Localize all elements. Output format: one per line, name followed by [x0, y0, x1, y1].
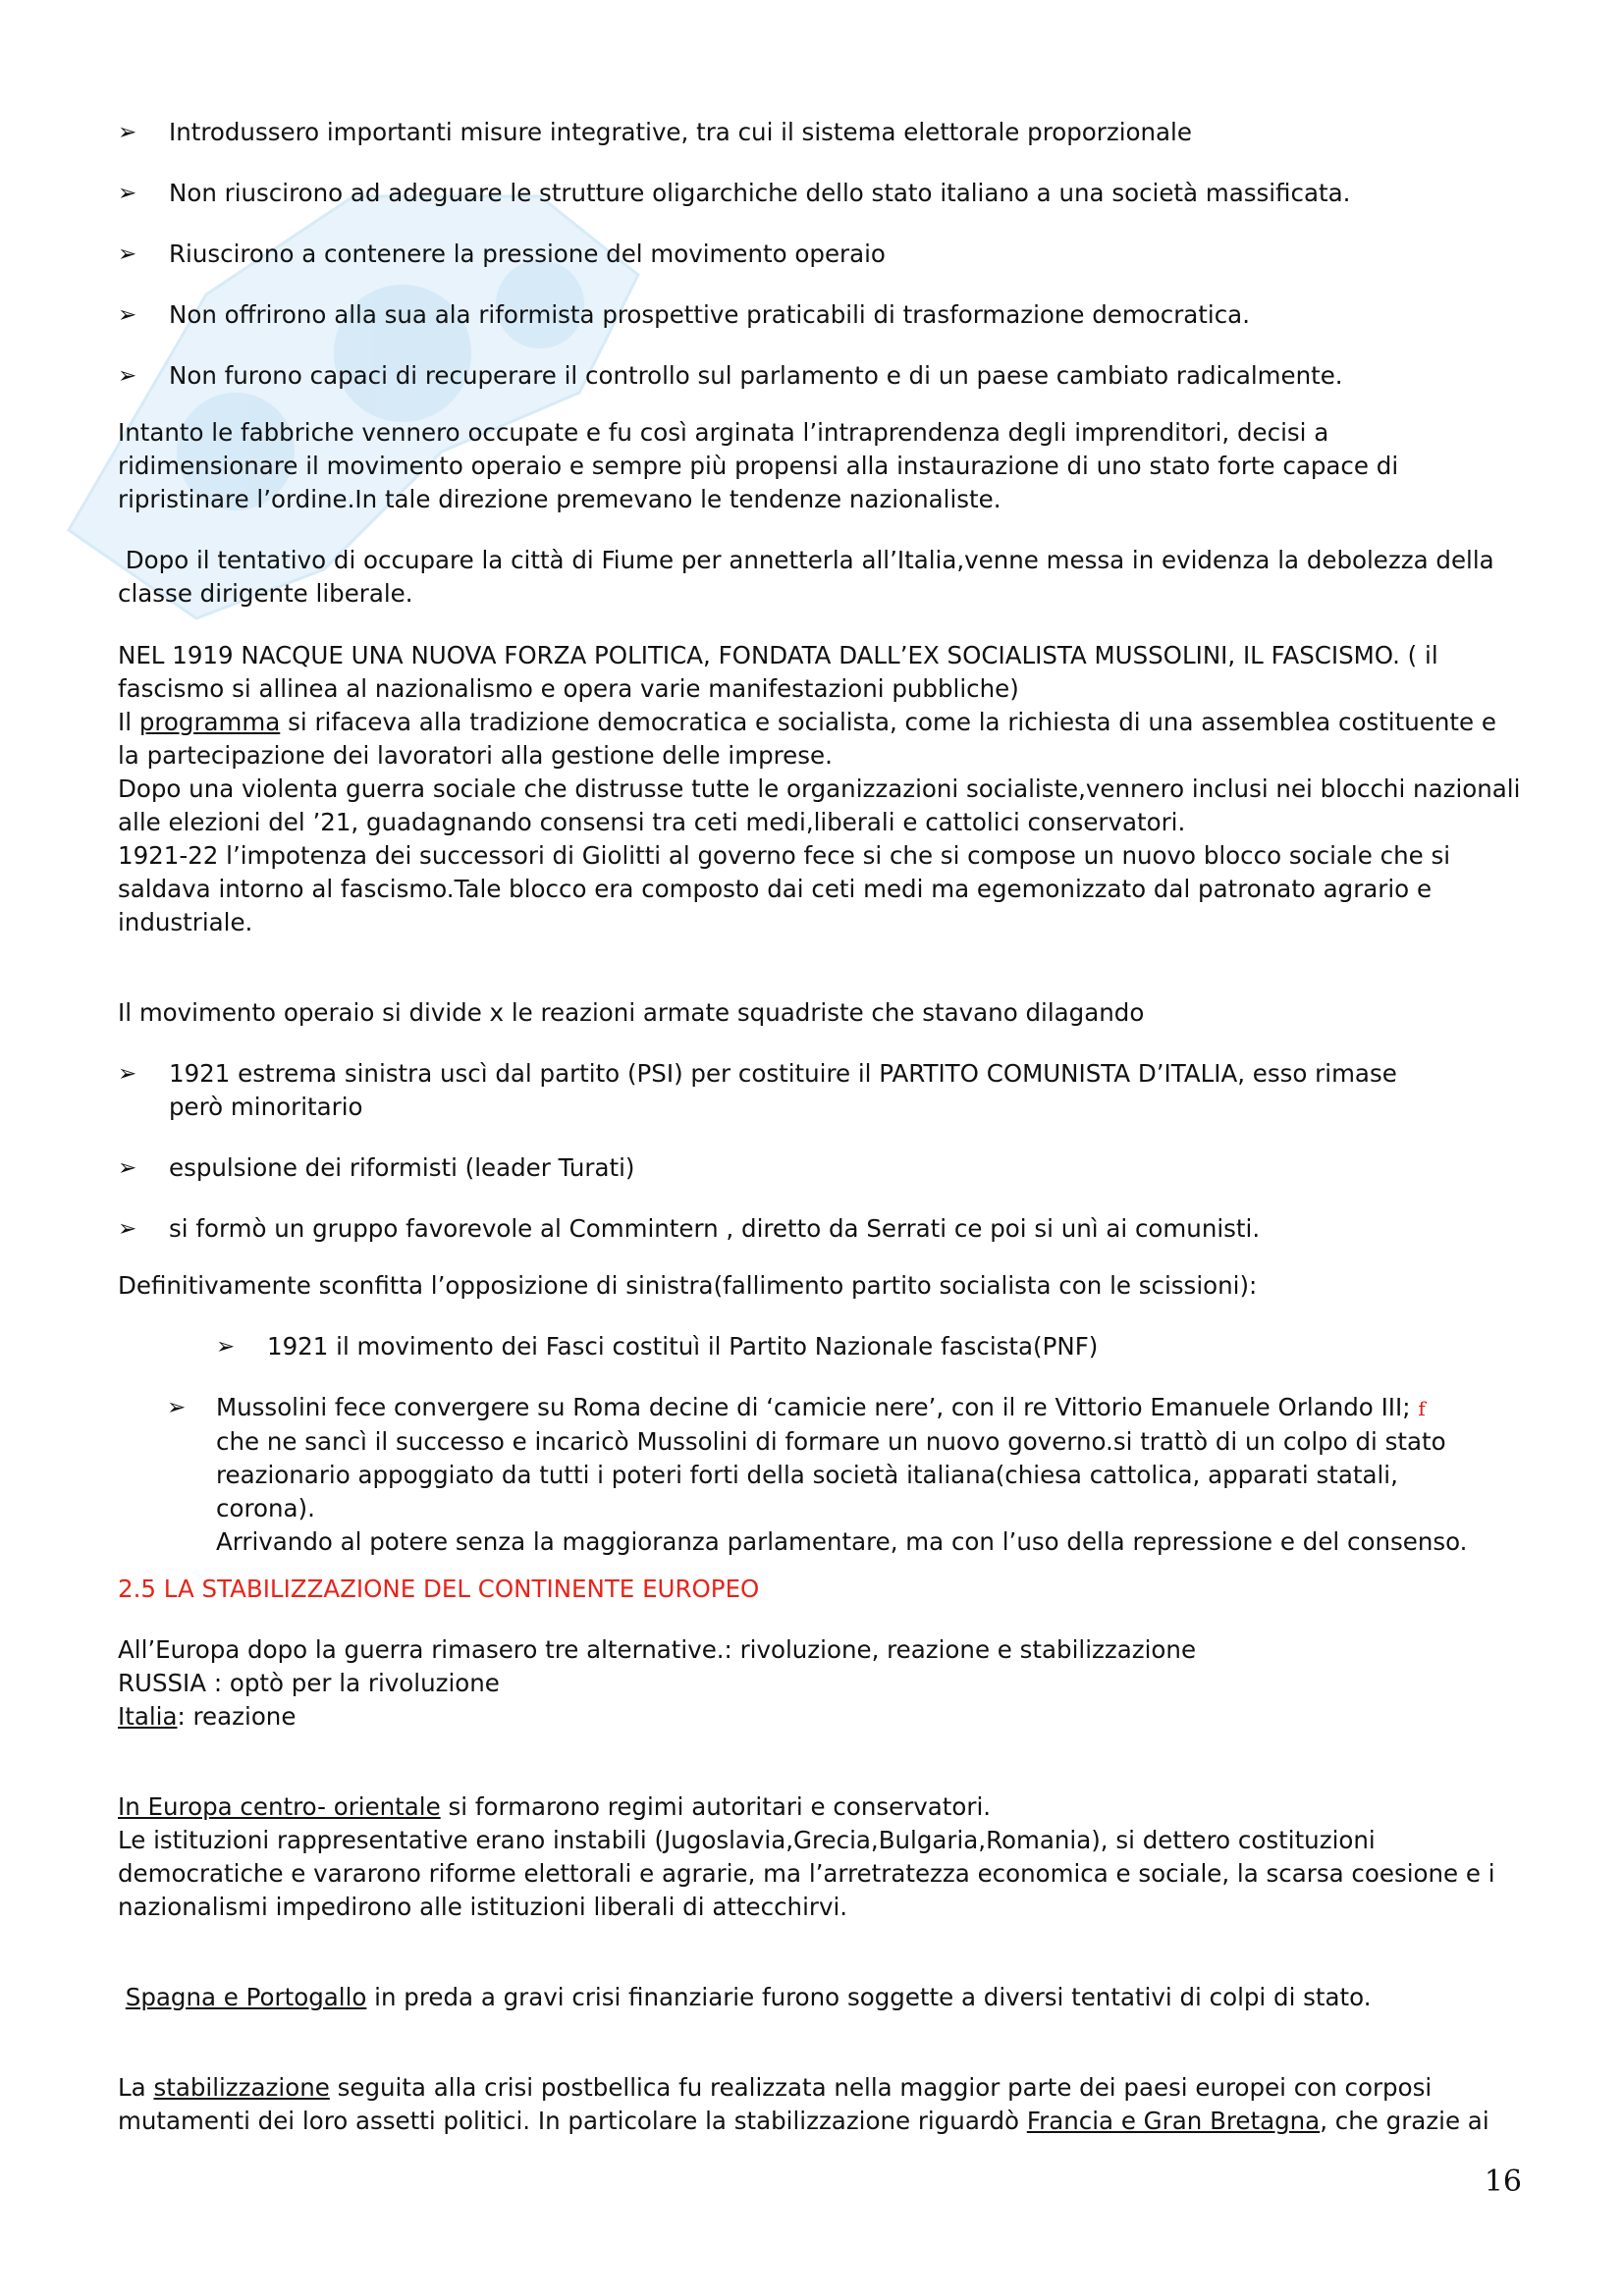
underlined-term: Italia	[118, 1702, 178, 1731]
arrow-bullet-icon: ➢	[167, 1395, 187, 1420]
page-content	[118, 116, 1532, 2138]
list-item: ➢ si formò un gruppo favorevole al Commintern , diretto da Serrati ce poi si unì ai comunisti.	[118, 1212, 1532, 1273]
bullet-list-scissioni	[118, 1057, 1532, 1273]
arrow-bullet-icon: ➢	[118, 1155, 137, 1181]
underlined-term: Spagna e Portogallo	[125, 1983, 367, 2011]
paragraph-spagna: Spagna e Portogallo in preda a gravi crisi finanziarie furono soggette a diversi tentativi di colpi di stato.	[125, 1983, 1372, 2011]
paragraph-movimento-operaio: Il movimento operaio si divide x le reazioni armate squadriste che stavano dilagando	[118, 998, 1145, 1027]
list-item: ➢ Non furono capaci di recuperare il controllo sul parlamento e di un paese cambiato radicalmente.	[118, 359, 1532, 420]
arrow-bullet-icon: ➢	[118, 1216, 137, 1242]
list-item: ➢ 1921 estrema sinistra uscì dal partito (PSI) per costituire il PARTITO COMUNISTA D’ITALIA, esso rimase però minoritario	[118, 1059, 1397, 1121]
arrow-bullet-icon: ➢	[118, 1061, 137, 1087]
arrow-bullet-icon: ➢	[118, 302, 137, 328]
paragraph-europa-orientale: In Europa centro- orientale si formarono regimi autoritari e conservatori. Le istituzioni rappresentative erano instabili (Jugoslavia,Grecia,Bulgaria,Romania), si dettero costituzioni democratiche e vararono riforme elettorali e agrarie, ma l’arretratezza economica e sociale, la scarsa coesione e i nazionalismi impedirono alle istituzioni liberali di attecchirvi.	[118, 1792, 1495, 1921]
paragraph-stabilizzazione: La stabilizzazione seguita alla crisi postbellica fu realizzata nella maggior parte dei paesi europei con corposi mutamenti dei loro assetti politici. In particolare la stabilizzazione riguardò Francia e Gran Bretagna, che grazie ai	[118, 2073, 1489, 2135]
arrow-bullet-icon: ➢	[118, 120, 137, 145]
list-item: ➢ Riuscirono a contenere la pressione del movimento operaio	[118, 238, 1532, 298]
block-fascismo: NEL 1919 NACQUE UNA NUOVA FORZA POLITICA, FONDATA DALL’EX SOCIALISTA MUSSOLINI, IL FASCISMO. ( il fascismo si allinea al nazionalismo e opera varie manifestazioni pubbliche) Il programma si rifaceva alla tradizione democratica e socialista, come la richiesta di una assemblea costituente e la partecipazione dei lavoratori alla gestione delle imprese. Dopo una violenta guerra sociale che distrusse tutte le organizzazioni socialiste,vennero inclusi nei blocchi nazionali alle elezioni del ’21, guadagnando consensi tra ceti medi,liberali e cattolici conservatori. 1921-22 l’impotenza dei successori di Giolitti al governo fece si che si compose un nuovo blocco sociale che si saldava intorno al fascismo.Tale blocco era composto dai ceti medi ma egemonizzato dal patronato agrario e industriale.	[118, 641, 1521, 936]
paragraph-occupazione: Intanto le fabbriche vennero occupate e fu così arginata l’intraprendenza degli imprenditori, decisi a ridimensionare il movimento operaio e sempre più propensi alla instaurazione di uno stato forte capace di ripristinare l’ordine.In tale direzione premevano le tendenze nazionaliste.	[118, 418, 1399, 513]
underlined-term: stabilizzazione	[153, 2073, 330, 2102]
list-item: ➢ Mussolini fece convergere su Roma decine di ‘camicie nere’, con il re Vittorio Emanuele Orlando III; f che ne sancì il successo e incaricò Mussolini di formare un nuovo governo.si trattò di un colpo di stato reazionario appoggiato da tutti i poteri forti della società italiana(chiesa cattolica, apparati statali, corona). Arrivando al potere senza la maggioranza parlamentare, ma con l’uso della repressione e del consenso.	[167, 1393, 1468, 1556]
arrow-bullet-icon: ➢	[118, 241, 137, 267]
list-item: ➢ Non offrirono alla sua ala riformista prospettive praticabili di trasformazione democratica.	[118, 298, 1532, 359]
list-item: ➢ espulsione dei riformisti (leader Turati)	[118, 1151, 1532, 1212]
section-heading: 2.5 LA STABILIZZAZIONE DEL CONTINENTE EUROPEO	[118, 1575, 760, 1603]
underlined-term: Francia e Gran Bretagna	[1026, 2107, 1321, 2135]
underlined-term: programma	[138, 708, 281, 736]
bullet-list-governi	[118, 116, 1532, 420]
list-item: ➢ Non riuscirono ad adeguare le strutture oligarchiche dello stato italiano a una società massificata.	[118, 177, 1532, 238]
underlined-term: In Europa centro- orientale	[118, 1792, 441, 1821]
paragraph-fiume: Dopo il tentativo di occupare la città di Fiume per annetterla all’Italia,venne messa in evidenza la debolezza della classe dirigente liberale.	[118, 546, 1494, 608]
paragraph-alternative: All’Europa dopo la guerra rimasero tre alternative.: rivoluzione, reazione e stabilizzazione RUSSIA : optò per la rivoluzione Italia: reazione	[118, 1635, 1197, 1731]
paragraph-definitivamente: Definitivamente sconfitta l’opposizione di sinistra(fallimento partito socialista con le scissioni):	[118, 1271, 1258, 1300]
page-number: 16	[1484, 2164, 1522, 2199]
arrow-bullet-icon: ➢	[118, 181, 137, 206]
list-item: ➢ 1921 il movimento dei Fasci costituì il Partito Nazionale fascista(PNF)	[216, 1330, 1532, 1391]
editor-mark-icon: f	[1418, 1397, 1426, 1420]
list-item: ➢ Introdussero importanti misure integrative, tra cui il sistema elettorale proporzionale	[118, 116, 1532, 177]
arrow-bullet-icon: ➢	[216, 1334, 236, 1360]
arrow-bullet-icon: ➢	[118, 363, 137, 389]
